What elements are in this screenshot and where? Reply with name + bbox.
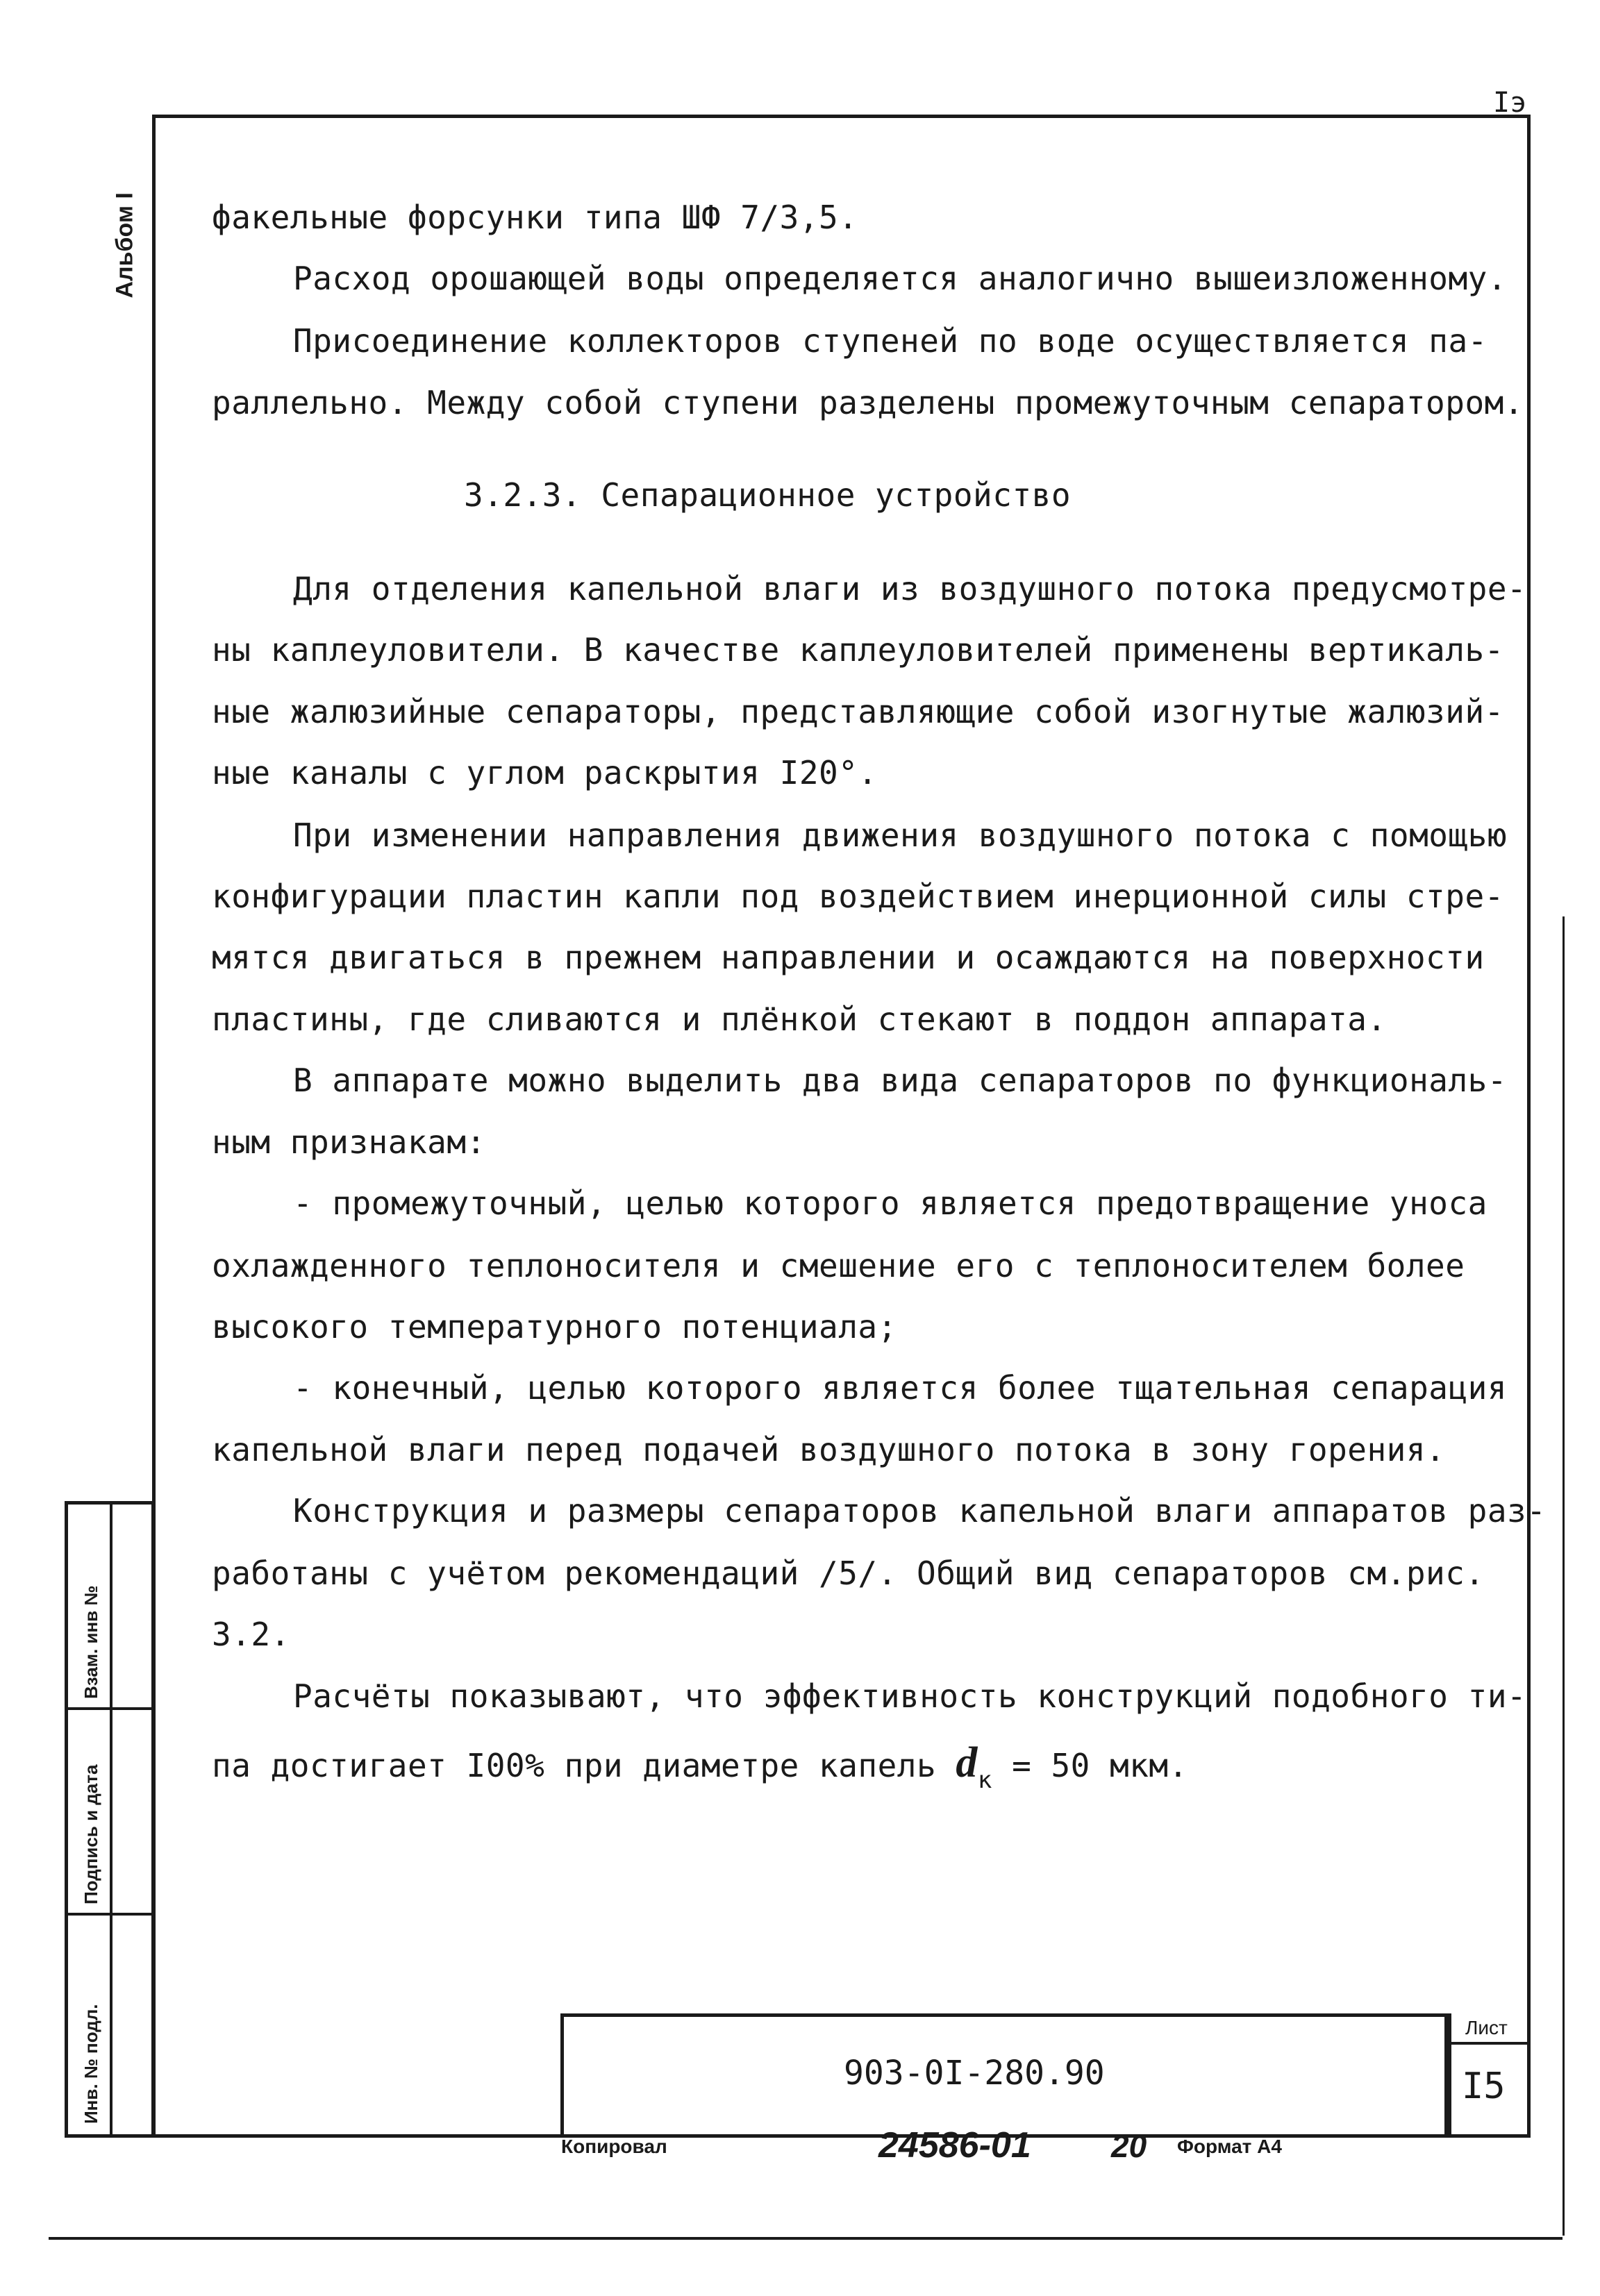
body-line: Конструкция и размеры сепараторов капельной влаги аппаратов раз- <box>293 1492 1547 1530</box>
side-label-inventory: Инв. № подл. <box>81 2004 101 2124</box>
body-line: При изменении направления движения воздушного потока с помощью <box>293 816 1508 854</box>
footer-order-number: 24586-01 <box>878 2125 1031 2165</box>
side-cell-inventory <box>68 1916 151 2136</box>
text-line-4: раллельно. Между собой ступени разделены промежуточным сепаратором. <box>212 384 1524 421</box>
body-line: Расчёты показывают, что эффективность конструкций подобного ти- <box>293 1677 1527 1715</box>
document-code: 903-0I-280.90 <box>844 2054 1105 2093</box>
formula-prefix: па достигает I00% при диаметре капель <box>212 1747 956 1784</box>
corner-mark: Iэ <box>1493 87 1527 119</box>
formula-line <box>212 1739 1188 1794</box>
body-line: 3.2. <box>212 1616 290 1653</box>
diameter-subscript: к <box>977 1766 992 1794</box>
footer-number: 20 <box>1111 2128 1147 2164</box>
sheet-label: Лист <box>1465 2017 1508 2038</box>
scan-bottom-line <box>49 2237 1562 2240</box>
body-line: мятся двигаться в прежнем направлении и осаждаются на поверхности <box>212 939 1485 976</box>
body-line: Для отделения капельной влаги из воздушного потока предусмотре- <box>293 570 1527 607</box>
side-label-replacement: Взам. инв № <box>81 1585 101 1699</box>
text-line-3: Присоединение коллекторов ступеней по воде осуществляется па- <box>293 322 1488 360</box>
scan-edge-line <box>1562 916 1565 2236</box>
body-line: работаны с учётом рекомендаций /5/. Общий вид сепараторов см.рис. <box>212 1555 1485 1592</box>
body-line: охлажденного теплоносителя и смешение его с теплоносителем более <box>212 1247 1465 1284</box>
formula-suffix: = 50 мкм. <box>992 1747 1188 1784</box>
footer-format: Формат А4 <box>1177 2136 1282 2157</box>
sheet-number: I5 <box>1462 2065 1506 2107</box>
album-label: Альбом I <box>111 192 138 299</box>
side-cell-replacement <box>68 1505 151 1710</box>
diameter-symbol: d <box>956 1739 978 1786</box>
body-line: - промежуточный, целью которого является предотвращение уноса <box>293 1184 1488 1222</box>
body-line: ные жалюзийные сепараторы, представляющие собой изогнутые жалюзий- <box>212 693 1504 730</box>
body-line: - конечный, целью которого является более тщательная сепарация <box>293 1369 1508 1407</box>
body-line: В аппарате можно выделить два вида сепараторов по функциональ- <box>293 1062 1508 1099</box>
body-line: капельной влаги перед подачей воздушного потока в зону горения. <box>212 1431 1446 1468</box>
body-line: высокого температурного потенциала; <box>212 1308 897 1346</box>
text-line-2: Расход орошающей воды определяется аналогично вышеизложенному. <box>293 260 1508 297</box>
side-cell-signature <box>68 1710 151 1916</box>
body-line: ны каплеуловители. В качестве каплеуловителей применены вертикаль- <box>212 631 1504 669</box>
body-line: конфигурации пластин капли под воздействием инерционной силы стре- <box>212 878 1504 915</box>
footer-copied: Копировал <box>561 2136 667 2157</box>
body-line: пластины, где сливаются и плёнкой стекают в поддон аппарата. <box>212 1000 1387 1038</box>
text-line-1: факельные форсунки типа ШФ 7/3,5. <box>212 199 858 236</box>
body-line: ные каналы с углом раскрытия I20°. <box>212 754 878 791</box>
section-heading: 3.2.3. Сепарационное устройство <box>464 476 1072 514</box>
side-stamp-table <box>65 1501 155 2138</box>
body-line: ным признакам: <box>212 1123 486 1161</box>
side-label-signature: Подпись и дата <box>81 1764 101 1904</box>
